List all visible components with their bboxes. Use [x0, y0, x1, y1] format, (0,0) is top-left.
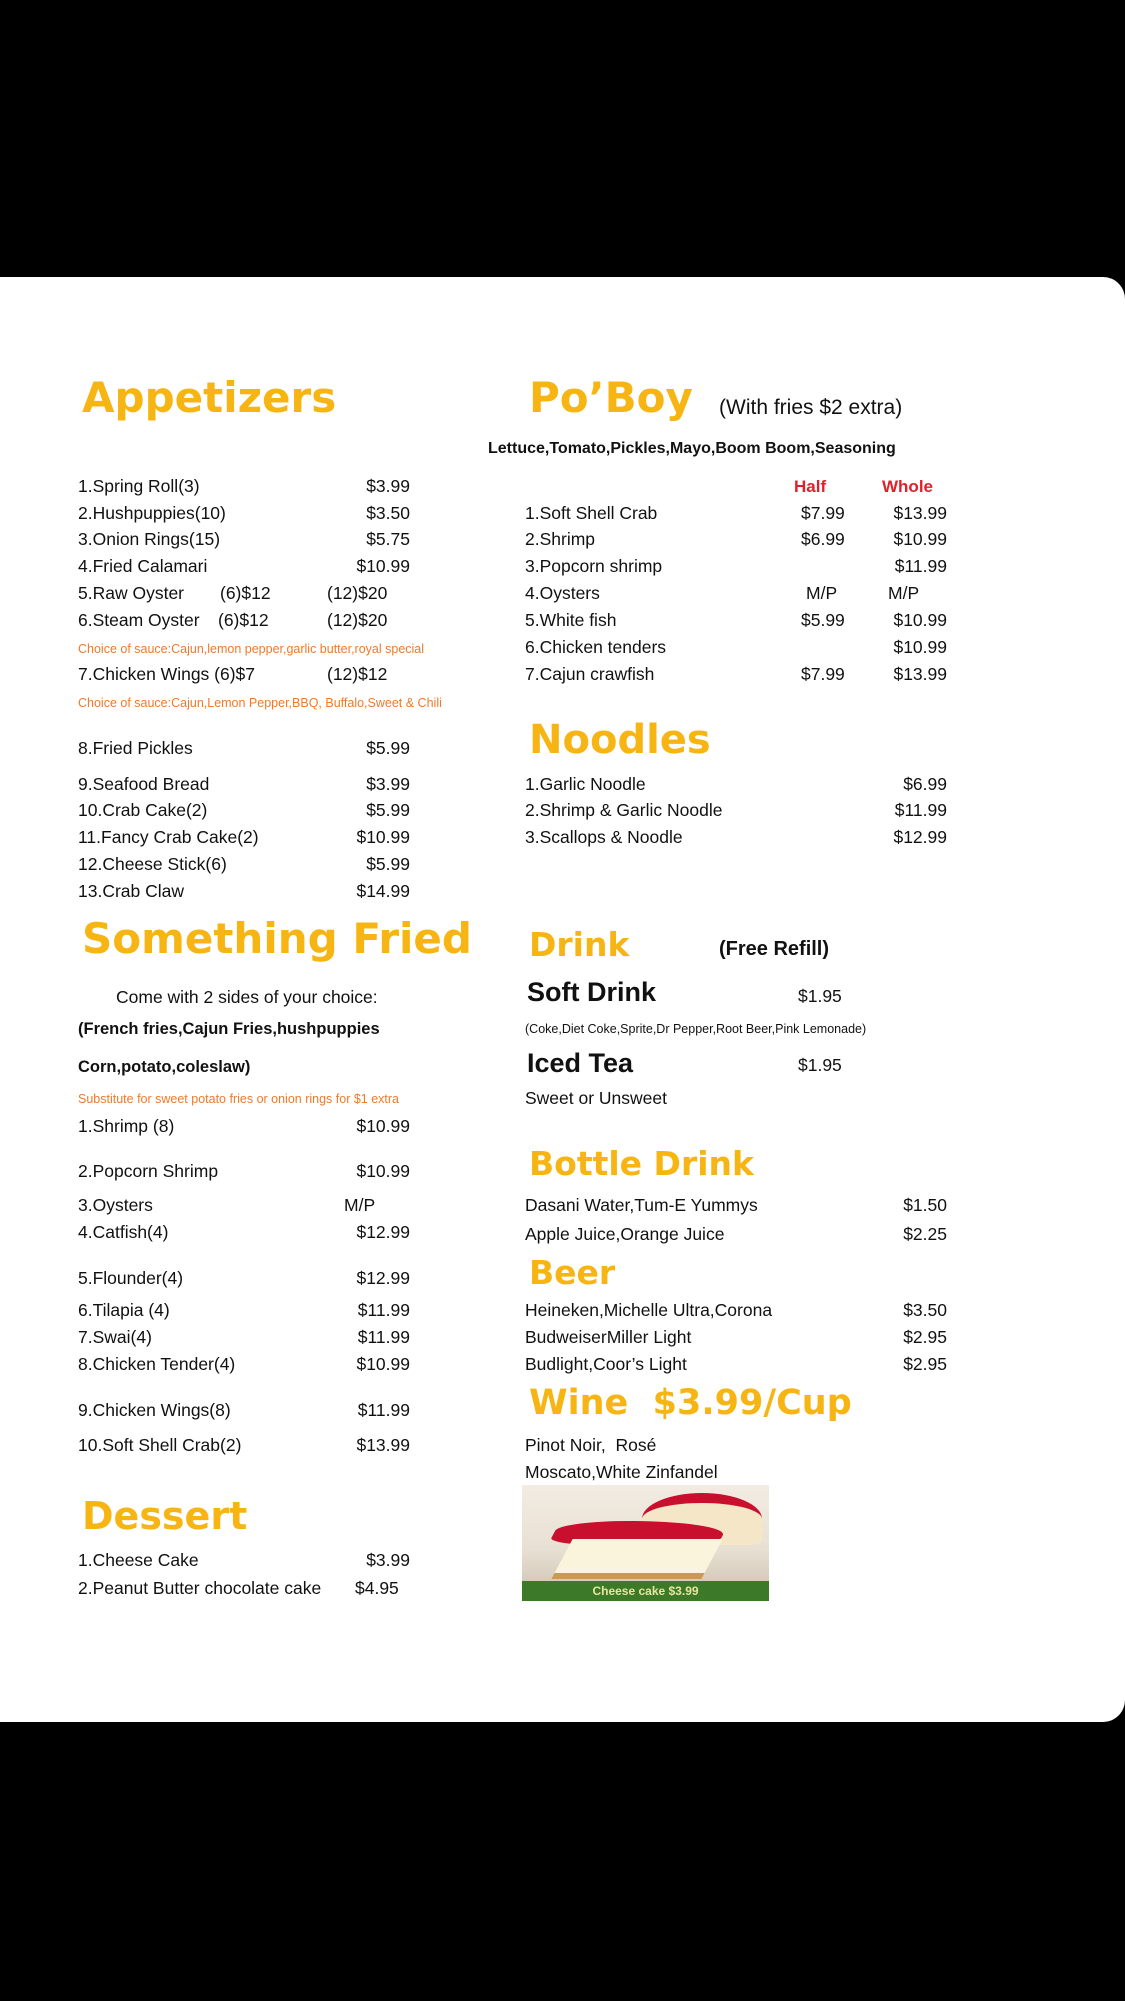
- app-price: $3.99: [366, 476, 410, 496]
- noodle-item: 2.Shrimp & Garlic Noodle: [525, 800, 723, 820]
- poboy-whole: $11.99: [894, 556, 947, 576]
- poboy-half: $7.99: [801, 664, 845, 684]
- fried-price: $11.99: [357, 1327, 410, 1347]
- dessert-item: 2.Peanut Butter chocolate cake: [78, 1578, 322, 1598]
- fried-item: 6.Tilapia (4): [78, 1300, 170, 1320]
- app-item: 4.Fried Calamari: [78, 556, 208, 576]
- app-price-full: (12)$12: [327, 664, 388, 684]
- app-price: $14.99: [356, 881, 410, 901]
- fried-price: $10.99: [356, 1161, 410, 1181]
- app-price: $10.99: [356, 827, 410, 847]
- dessert-item: 1.Cheese Cake: [78, 1550, 199, 1570]
- app-price: $10.99: [356, 556, 410, 576]
- fried-item: 1.Shrimp (8): [78, 1116, 175, 1136]
- poboy-half: $5.99: [801, 610, 845, 630]
- bottle-item: Dasani Water,Tum-E Yummys: [525, 1195, 758, 1215]
- poboy-whole: $10.99: [893, 637, 947, 657]
- poboy-whole: M/P: [888, 583, 920, 603]
- app-price: $3.99: [366, 774, 410, 794]
- fried-item: 8.Chicken Tender(4): [78, 1354, 236, 1374]
- poboy-half: $6.99: [801, 529, 845, 549]
- noodle-price: $11.99: [894, 800, 947, 820]
- soft-drink-label: Soft Drink: [527, 977, 657, 1007]
- poboy-whole: $10.99: [893, 529, 947, 549]
- app-price-half: (6)$12: [220, 583, 271, 603]
- oyster-sauce-note: Choice of sauce:Cajun,lemon pepper,garlic butter,royal special: [78, 642, 425, 656]
- substitute-note: Substitute for sweet potato fries or onion rings for $1 extra: [78, 1092, 400, 1106]
- soft-drink-list: (Coke,Diet Coke,Sprite,Dr Pepper,Root Beer,Pink Lemonade): [525, 1022, 867, 1036]
- poboy-title: Po’Boy: [529, 373, 693, 422]
- whole-label: Whole: [882, 477, 933, 496]
- beer-item: Budlight,Coor’s Light: [525, 1354, 687, 1374]
- appetizers-title: Appetizers: [82, 373, 337, 422]
- iced-tea-label: Iced Tea: [527, 1048, 634, 1078]
- fried-price: $13.99: [356, 1435, 410, 1455]
- app-item: 12.Cheese Stick(6): [78, 854, 227, 874]
- free-refill: (Free Refill): [719, 938, 830, 960]
- app-price: $5.99: [366, 854, 410, 874]
- bottle-price: $1.50: [903, 1195, 947, 1215]
- wine-title: Wine $3.99/Cup: [529, 1383, 852, 1423]
- half-label: Half: [794, 477, 827, 496]
- soft-drink-price: $1.95: [798, 986, 842, 1006]
- fried-item: 4.Catfish(4): [78, 1222, 169, 1242]
- dessert-price: $4.95: [355, 1578, 399, 1598]
- poboy-half: M/P: [806, 583, 838, 603]
- app-item: 11.Fancy Crab Cake(2): [78, 827, 259, 847]
- wine-list-2: Moscato,White Zinfandel: [525, 1462, 718, 1482]
- fried-item: 10.Soft Shell Crab(2): [78, 1435, 242, 1455]
- poboy-item: 2.Shrimp: [525, 529, 596, 549]
- fried-item: 5.Flounder(4): [78, 1268, 184, 1288]
- photo-caption: Cheese cake $3.99: [592, 1584, 699, 1598]
- app-price: $5.75: [366, 529, 410, 549]
- noodles-title: Noodles: [529, 717, 711, 763]
- poboy-whole: $13.99: [893, 503, 947, 523]
- app-item: 2.Hushpuppies(10): [78, 503, 226, 523]
- sides-list-2: Corn,potato,coleslaw): [78, 1058, 251, 1076]
- poboy-item: 3.Popcorn shrimp: [525, 556, 663, 576]
- fried-price: $11.99: [357, 1300, 410, 1320]
- app-item: 6.Steam Oyster: [78, 610, 200, 630]
- wine-list-1: Pinot Noir, Rosé: [525, 1435, 657, 1455]
- tea-options: Sweet or Unsweet: [525, 1088, 668, 1108]
- app-price-full: (12)$20: [327, 610, 388, 630]
- app-price: $5.99: [366, 738, 410, 758]
- poboy-item: 4.Oysters: [525, 583, 600, 603]
- app-item: 7.Chicken Wings (6)$7: [78, 664, 256, 684]
- sides-intro: Come with 2 sides of your choice:: [116, 987, 378, 1007]
- fried-title: Something Fried: [82, 914, 472, 963]
- sides-list-1: (French fries,Cajun Fries,hushpuppies: [78, 1020, 380, 1038]
- fried-price: $10.99: [356, 1116, 410, 1136]
- bottle-price: $2.25: [903, 1224, 947, 1244]
- app-price-full: (12)$20: [327, 583, 388, 603]
- noodle-item: 3.Scallops & Noodle: [525, 827, 683, 847]
- poboy-fries-note: (With fries $2 extra): [719, 396, 903, 419]
- fried-price: $12.99: [356, 1268, 410, 1288]
- fried-price: $11.99: [357, 1400, 410, 1420]
- app-price: $5.99: [366, 800, 410, 820]
- dessert-price: $3.99: [366, 1550, 410, 1570]
- poboy-item: 5.White fish: [525, 610, 617, 630]
- beer-price: $2.95: [903, 1354, 947, 1374]
- poboy-whole: $10.99: [893, 610, 947, 630]
- beer-item: Heineken,Michelle Ultra,Corona: [525, 1300, 773, 1320]
- poboy-item: 1.Soft Shell Crab: [525, 503, 658, 523]
- app-item: 13.Crab Claw: [78, 881, 185, 901]
- app-item: 3.Onion Rings(15): [78, 529, 221, 549]
- app-item: 8.Fried Pickles: [78, 738, 193, 758]
- beer-price: $2.95: [903, 1327, 947, 1347]
- poboy-half: $7.99: [801, 503, 845, 523]
- noodle-price: $6.99: [903, 774, 947, 794]
- cheesecake-photo: [522, 1485, 769, 1601]
- poboy-item: 7.Cajun crawfish: [525, 664, 655, 684]
- poboy-toppings: Lettuce,Tomato,Pickles,Mayo,Boom Boom,Seasoning: [488, 440, 896, 457]
- app-item: 1.Spring Roll(3): [78, 476, 200, 496]
- fried-price: $12.99: [356, 1222, 410, 1242]
- beer-price: $3.50: [903, 1300, 947, 1320]
- beer-item: BudweiserMiller Light: [525, 1327, 692, 1347]
- fried-price: $10.99: [356, 1354, 410, 1374]
- fried-price: M/P: [344, 1195, 376, 1215]
- noodle-price: $12.99: [893, 827, 947, 847]
- bottle-title: Bottle Drink: [529, 1144, 754, 1183]
- app-price-half: (6)$12: [218, 610, 269, 630]
- drink-title: Drink: [529, 925, 630, 964]
- fried-item: 3.Oysters: [78, 1195, 153, 1215]
- app-price: $3.50: [366, 503, 410, 523]
- poboy-whole: $13.99: [893, 664, 947, 684]
- fried-item: 7.Swai(4): [78, 1327, 152, 1347]
- bottle-item: Apple Juice,Orange Juice: [525, 1224, 725, 1244]
- noodle-item: 1.Garlic Noodle: [525, 774, 646, 794]
- dessert-title: Dessert: [82, 1494, 248, 1538]
- fried-item: 2.Popcorn Shrimp: [78, 1161, 219, 1181]
- wing-sauce-note: Choice of sauce:Cajun,Lemon Pepper,BBQ, Buffalo,Sweet & Chili: [78, 696, 442, 710]
- app-item: 5.Raw Oyster: [78, 583, 184, 603]
- app-item: 9.Seafood Bread: [78, 774, 210, 794]
- fried-item: 9.Chicken Wings(8): [78, 1400, 231, 1420]
- beer-title: Beer: [529, 1253, 616, 1292]
- iced-tea-price: $1.95: [798, 1055, 842, 1075]
- app-item: 10.Crab Cake(2): [78, 800, 208, 820]
- poboy-item: 6.Chicken tenders: [525, 637, 667, 657]
